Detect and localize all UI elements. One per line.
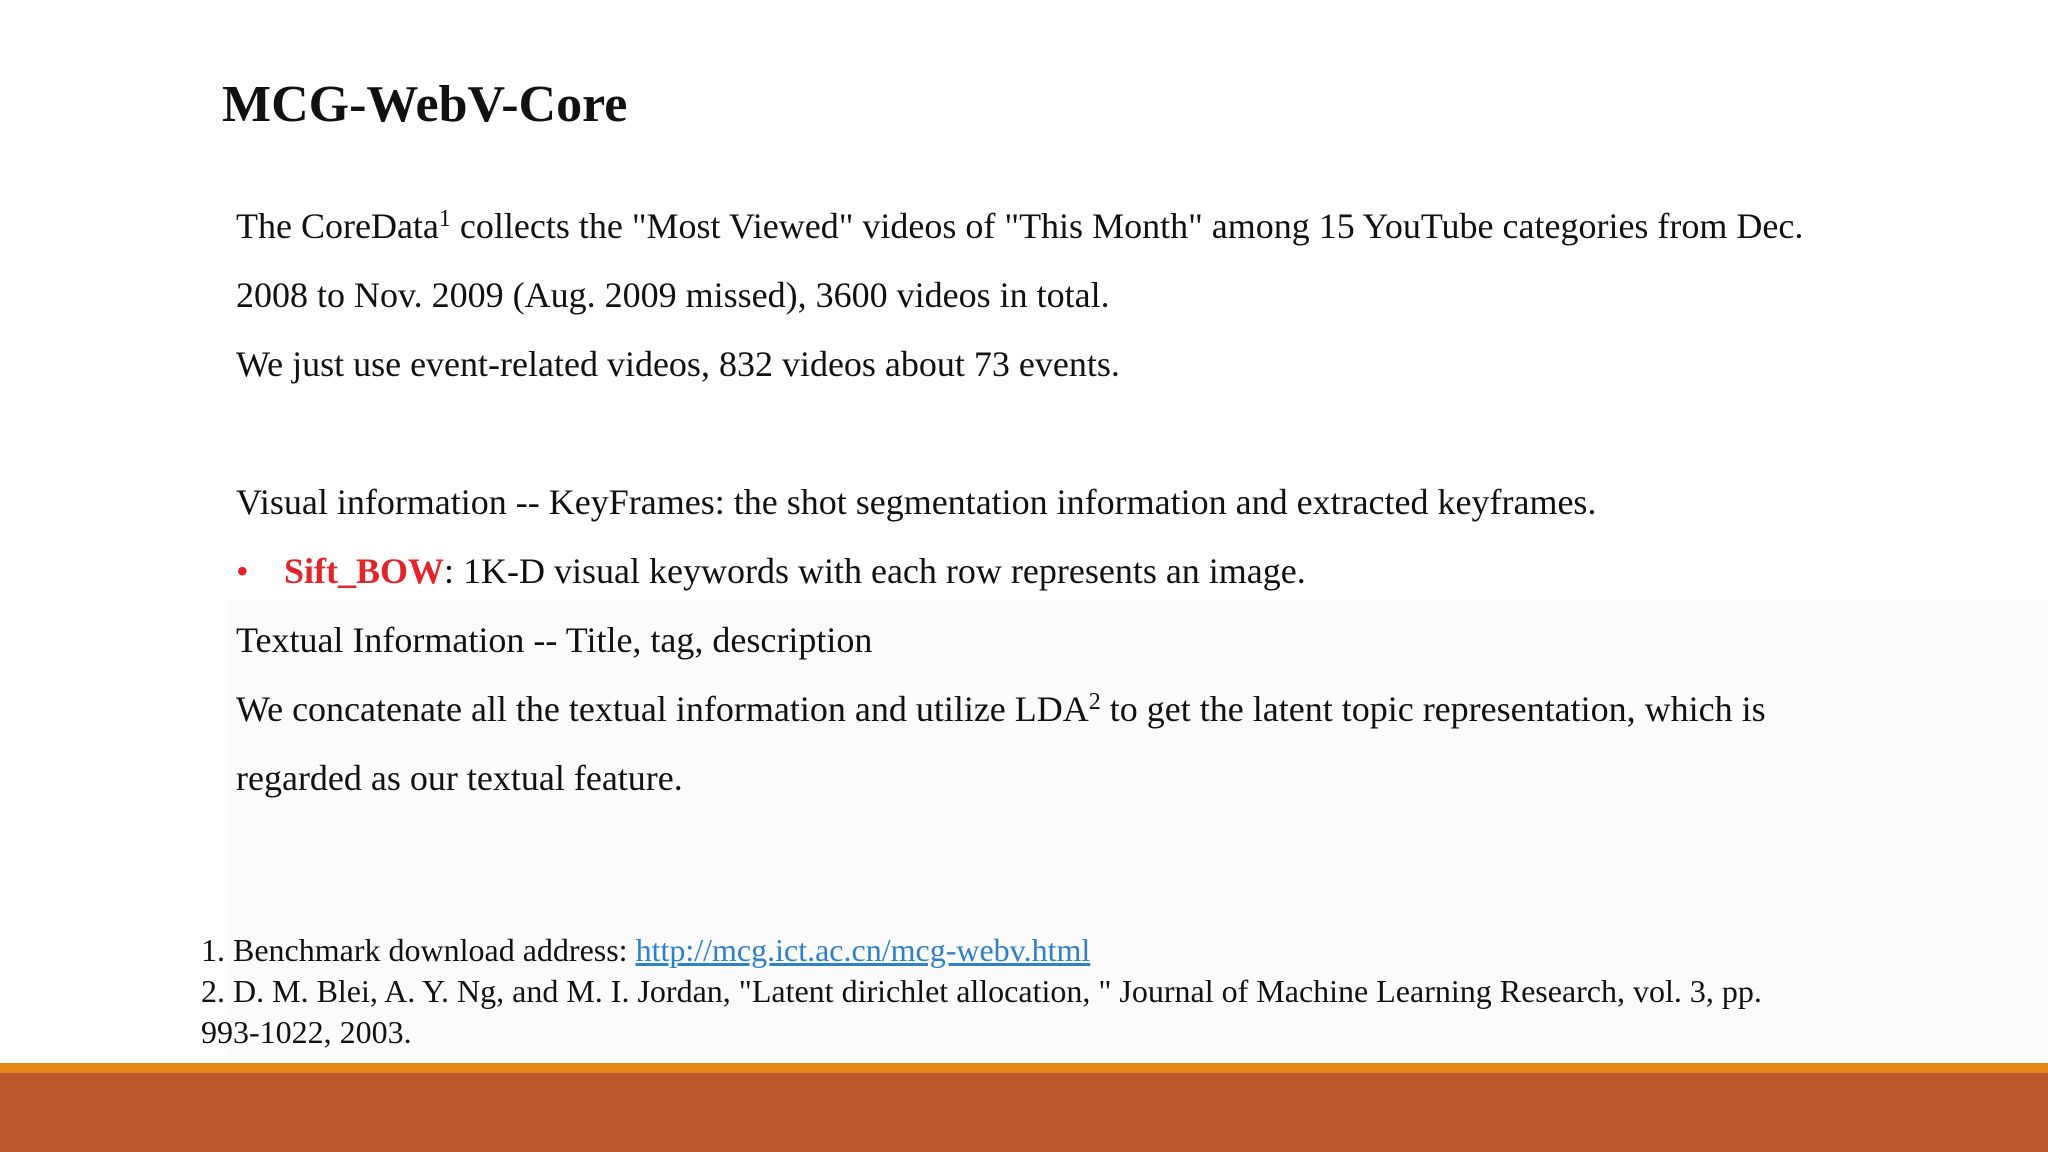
paragraph-lda-line2: regarded as our textual feature.: [236, 758, 683, 798]
paragraph-textual-information: Textual Information -- Title, tag, description: [236, 620, 873, 660]
paragraph-coredata-line1: The CoreData$^1$ collects the "Most Viewed" videos of "This Month" among 15 YouTube categories from Dec.: [236, 206, 1804, 246]
bullet-icon: •: [236, 551, 249, 591]
bullet-text: : 1K-D visual keywords with each row represents an image.: [444, 551, 1306, 591]
slide-body: [236, 192, 1996, 813]
benchmark-download-link[interactable]: http://mcg.ict.ac.cn/mcg-webv.html: [635, 932, 1091, 968]
footnote-ref-1: 1: [438, 206, 451, 232]
paragraph-spacer: [236, 399, 1996, 468]
paragraph-coredata-line2: 2008 to Nov. 2009 (Aug. 2009 missed), 3600 videos in total.: [236, 275, 1110, 315]
paragraph-lda-line1: We concatenate all the textual information and utilize LDA$^2$ to get the latent topic representation, which is: [236, 689, 1766, 729]
footnotes: [201, 930, 2031, 1053]
footer-accent-bar: [0, 1063, 2048, 1073]
bullet-keyword: Sift_BOW: [284, 551, 445, 591]
footnote-2-line1: 2. D. M. Blei, A. Y. Ng, and M. I. Jordan, "Latent dirichlet allocation, " Journal of Machine Learning Research, vol. 3, pp.: [201, 973, 1762, 1009]
paragraph-visual-information: Visual information -- KeyFrames: the shot segmentation information and extracted keyframes.: [236, 482, 1597, 522]
slide-title: MCG-WebV-Core: [222, 76, 628, 133]
bullet-sift-bow: [236, 537, 1996, 606]
footnote-2-line2: 993-1022, 2003.: [201, 1014, 412, 1050]
footnote-ref-2: 2: [1088, 689, 1101, 715]
footnote-1: 1. Benchmark download address: http://mcg.ict.ac.cn/mcg-webv.html: [201, 932, 1091, 968]
paragraph-event-videos: We just use event-related videos, 832 videos about 73 events.: [236, 344, 1120, 384]
footer-bar: [0, 1073, 2048, 1152]
